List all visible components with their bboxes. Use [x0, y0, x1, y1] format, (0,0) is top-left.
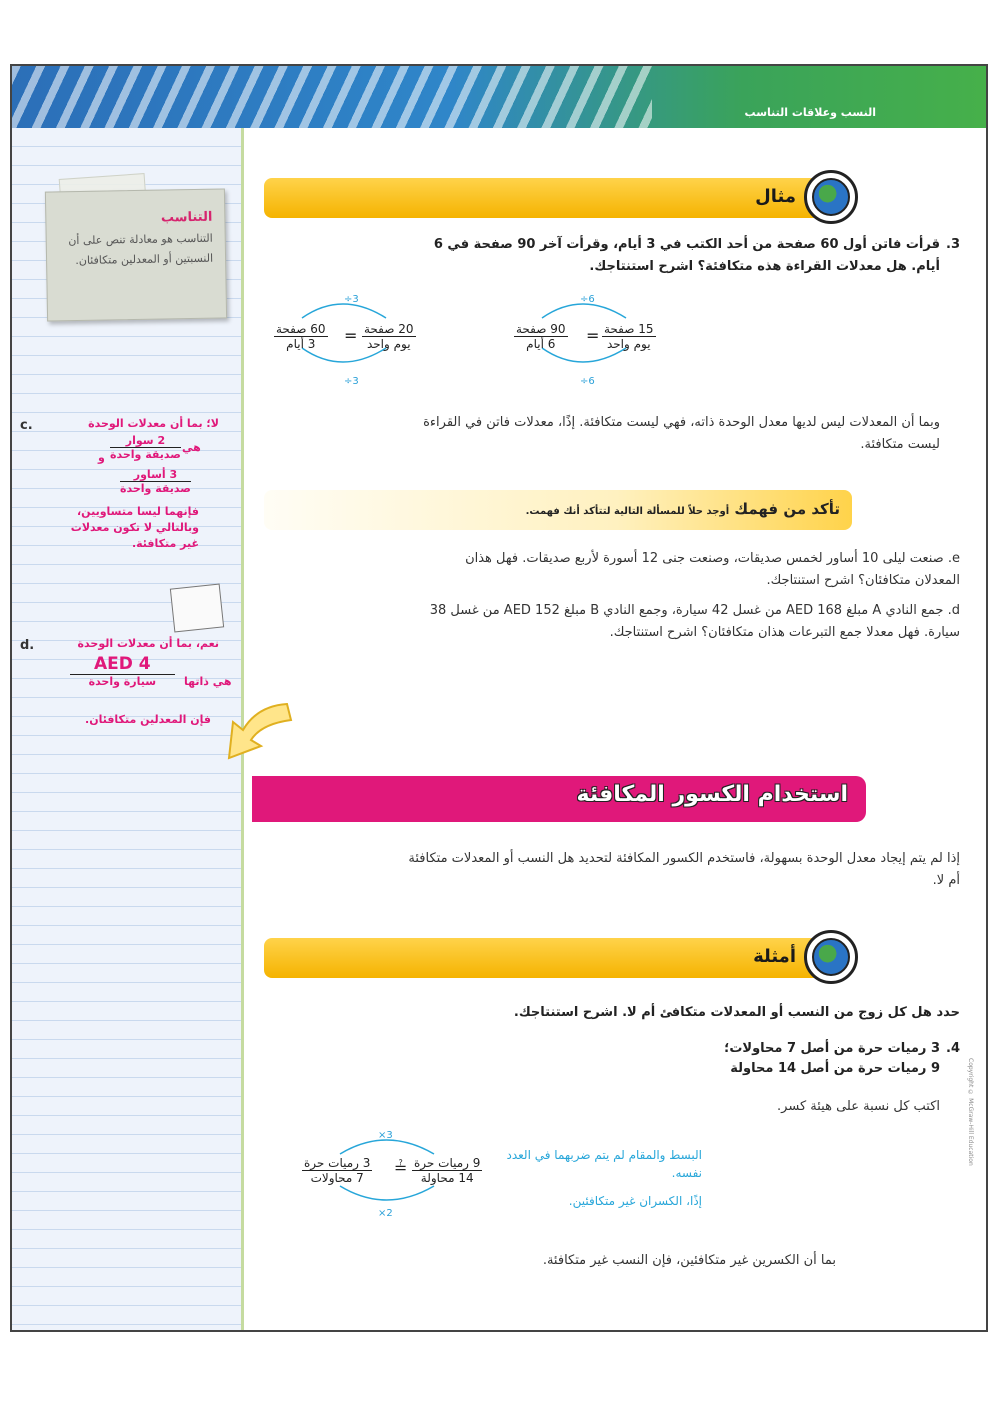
section-title: استخدام الكسور المكافئة: [576, 782, 848, 807]
op-top-ex4: ×3: [378, 1130, 393, 1141]
answer-c-line4: غير متكافئة.: [131, 537, 199, 550]
example4-note2: إذًا، الكسران غير متكافئين.: [568, 1194, 702, 1208]
frac-ex4-left-den: 7 محاولات: [310, 1171, 364, 1185]
answer-d-line2: فإن المعدلين متكافئان.: [85, 713, 211, 726]
example-banner: [264, 178, 852, 218]
header-stripes: [12, 66, 652, 128]
header-band: [12, 66, 986, 128]
answer-d-frac-num: AED 4: [70, 654, 175, 675]
answer-c-frac1-den: صديقة واحدة: [110, 448, 181, 461]
frac-ex4-right-num: 9 رميات حرة: [414, 1156, 481, 1170]
answer-c-frac2-num: 3 أساور: [120, 468, 191, 482]
answer-c-frac1: [110, 434, 181, 461]
frac-left-den: 3 أيام: [286, 337, 316, 351]
op-bottom-right: ÷6: [580, 376, 595, 387]
frac-right-res-den: يوم واحد: [606, 337, 651, 351]
copyright-vertical: Copyright © McGraw-Hill Education: [967, 1058, 974, 1166]
frac-ex4-left-num: 3 رميات حرة: [304, 1156, 371, 1170]
answer-c-frac2-den: صديقة واحدة: [120, 482, 191, 495]
op-bottom-ex4: ×2: [378, 1208, 393, 1219]
examples-banner-title: أمثلة: [753, 946, 796, 967]
example-question: قرأت فاتن أول 60 صفحة من أحد الكتب في 3 أيام، وقرأت آخر 90 صفحة في 6 أيام. هل معدلات القراءة هذه متكافئة؟ اشرح استنتاجك.: [433, 237, 940, 274]
example4-step: اكتب كل نسبة على هيئة كسر.: [777, 1099, 940, 1114]
section-banner: [252, 776, 866, 822]
chapter-title: النسب وعلاقات التناسب: [744, 106, 876, 119]
answer-c-line2: فإنهما ليسا متساويين،: [77, 505, 199, 518]
sidebar: [12, 128, 244, 1332]
eq-left: =: [344, 326, 358, 345]
answer-d-frac: [70, 654, 175, 688]
frac-left-num: 60 صفحة: [276, 322, 326, 336]
example4-number: 4.: [946, 1041, 960, 1056]
note-title: التناسب: [160, 209, 213, 226]
answer-c-line1: لا؛ بما أن معدلات الوحدة: [88, 417, 219, 430]
frac-ex4-right: [412, 1156, 482, 1185]
example4-line2: 9 رميات حرة من أصل 14 محاولة: [730, 1061, 940, 1076]
frac-right-orig: [514, 322, 568, 351]
definition-note: [45, 188, 227, 321]
globe-icon: [804, 170, 858, 224]
neq-ex4: ≟: [394, 1158, 408, 1177]
op-top-right: ÷6: [580, 294, 595, 305]
check-title: [526, 500, 840, 518]
example4-note1: البسط والمقام لم يتم ضربهما في العدد نفسه.: [506, 1148, 702, 1180]
note-text: التناسب هو معادلة تنص على أن النسبتين أو المعدلين متكافئان.: [68, 231, 214, 268]
frac-right-res-num: 15 صفحة: [604, 322, 654, 336]
frac-right-den: 6 أيام: [526, 337, 556, 351]
answer-d-frac-den: سيارة واحدة: [88, 675, 157, 688]
frac-right-num: 90 صفحة: [516, 322, 566, 336]
main-content: [252, 128, 986, 1330]
eq-right: =: [586, 326, 600, 345]
frac-left-res: [362, 322, 416, 351]
answer-c-letter: c.: [20, 418, 33, 433]
check-subtitle: أوجد حلاً للمسألة التالية لتتأكد أنك فهمت.: [525, 506, 730, 517]
frac-ex4-left: [302, 1156, 372, 1185]
globe-icon-2: [804, 930, 858, 984]
answer-c-frac2: [120, 468, 191, 495]
frac-left-res-num: 20 صفحة: [364, 322, 414, 336]
frac-right-res: [602, 322, 656, 351]
check-item-d: d. جمع النادي A مبلغ AED 168 من غسل 42 سيارة، وجمع النادي B مبلغ AED 152 من غسل 38 سيارة. فهل معدلا جمع التبرعات هذان متكافئان؟ اشرح استنتاجك.: [429, 603, 960, 640]
textbook-page: [10, 64, 988, 1332]
examples-instruction: حدد هل كل زوج من النسب أو المعدلات متكافئ أم لا. اشرح استنتاجك.: [513, 1005, 960, 1020]
answer-c-word-and: و: [98, 451, 105, 464]
frac-ex4-right-den: 14 محاولة: [420, 1171, 474, 1185]
op-top-left: ÷3: [344, 294, 359, 305]
example-number: 3.: [946, 237, 960, 252]
answer-c-line3: وبالتالي لا تكون معدلات: [70, 521, 199, 534]
check-banner: [264, 490, 852, 530]
answer-d-word-in: هي ذاتها: [184, 675, 232, 688]
example-conclusion: وبما أن المعدلات ليس لديها معدل الوحدة ذاته، فهي ليست متكافئة. إذًا، معدلات فاتن في القراءة ليست متكافئة.: [423, 415, 940, 452]
section-intro: إذا لم يتم إيجاد معدل الوحدة بسهولة، فاستخدم الكسور المكافئة لتحديد هل النسب أو المعدلات متكافئة أم لا.: [408, 851, 960, 888]
example-banner-title: مثال: [755, 186, 796, 207]
example4-line1: 3 رميات حرة من أصل 7 محاولات؛: [724, 1041, 940, 1056]
check-item-e: e. صنعت ليلى 10 أساور لخمس صديقات، وصنعت جنى 12 أسورة لأربع صديقات. فهل هذان المعدلان متكافئان؟ اشرح استنتاجك.: [465, 551, 960, 588]
frac-left-res-den: يوم واحد: [366, 337, 411, 351]
answer-c-word-in: هي: [182, 441, 201, 454]
op-bottom-left: ÷3: [344, 376, 359, 387]
answer-d-line1: نعم، بما أن معدلات الوحدة: [77, 637, 219, 650]
examples-banner: [264, 938, 852, 978]
answer-c-frac1-num: 2 سوار: [110, 434, 181, 448]
example4-conclusion: بما أن الكسرين غير متكافئين، فإن النسب غير متكافئة.: [542, 1253, 836, 1268]
answer-d-letter: d.: [20, 638, 35, 653]
check-title-text: تأكد من فهمك: [734, 500, 840, 518]
frac-left-orig: [274, 322, 328, 351]
worktext-icon: [170, 584, 224, 633]
